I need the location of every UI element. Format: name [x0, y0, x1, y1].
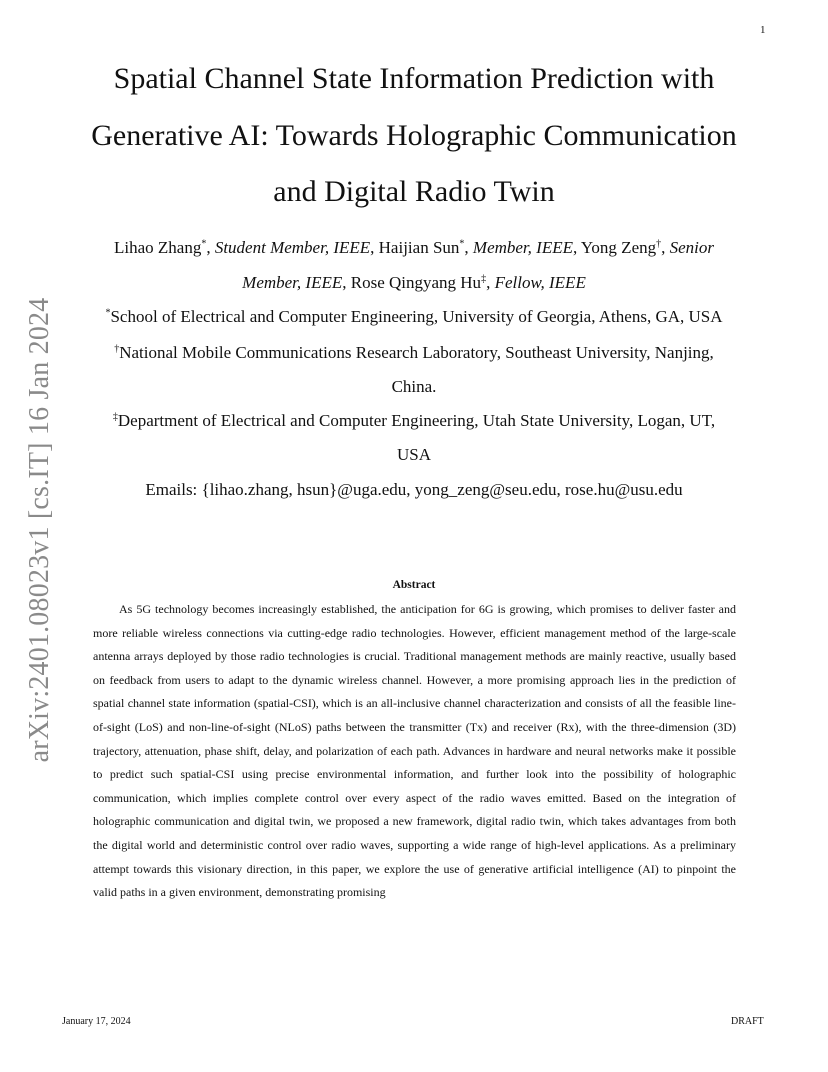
- affiliation-mark: ‡: [112, 411, 118, 423]
- affiliation-mark: ‡: [481, 273, 487, 285]
- affiliation-1: [60, 307, 768, 327]
- footer-date: January 17, 2024: [62, 1016, 131, 1027]
- author-name: Lihao Zhang: [113, 238, 202, 257]
- affiliation-3: [60, 411, 768, 431]
- affiliation-3-continued: USA: [396, 445, 431, 464]
- author-name: Rose Qingyang Hu: [350, 273, 482, 292]
- affiliation-text: School of Electrical and Computer Engineering, University of Georgia, Athens, GA, USA: [110, 307, 723, 326]
- affiliation-mark: †: [114, 343, 120, 355]
- author-line-1: Lihao Zhang*, Student Member, IEEE, Haijian Sun*, Member, IEEE, Yong Zeng†, Senior: [113, 238, 715, 257]
- abstract-heading: Abstract: [392, 579, 436, 591]
- author-name: Haijian Sun: [378, 238, 460, 257]
- author-line-2: Member, IEEE, Rose Qingyang Hu‡, Fellow, IEEE: [242, 273, 586, 292]
- affiliation-text: Department of Electrical and Computer Engineering, Utah State University, Logan, UT,: [117, 411, 716, 430]
- title-line-2: Generative AI: Towards Holographic Communication: [91, 119, 737, 152]
- author-role: Member, IEEE: [242, 273, 343, 292]
- author-role: Student Member, IEEE: [214, 238, 371, 257]
- arxiv-identifier-stamp: arXiv:2401.08023v1 [cs.IT] 16 Jan 2024: [24, 297, 55, 763]
- author-role: Senior: [669, 238, 715, 257]
- author-role: Fellow, IEEE: [494, 273, 586, 292]
- page-number: 1: [760, 24, 766, 36]
- author-role: Member, IEEE: [472, 238, 573, 257]
- affiliation-2-continued: China.: [391, 377, 437, 396]
- title-line-1: Spatial Channel State Information Prediction with: [113, 62, 715, 95]
- author-name: Yong Zeng: [580, 238, 657, 257]
- title-line-3: and Digital Radio Twin: [273, 175, 555, 208]
- author-emails: Emails: {lihao.zhang, hsun}@uga.edu, yong_zeng@seu.edu, rose.hu@usu.edu: [145, 480, 683, 499]
- affiliation-mark: *: [459, 238, 465, 250]
- affiliation-2: [60, 343, 768, 363]
- affiliation-mark: *: [201, 238, 207, 250]
- footer-draft-label: DRAFT: [731, 1016, 764, 1027]
- affiliation-mark: *: [105, 307, 111, 319]
- abstract-body: As 5G technology becomes increasingly established, the anticipation for 6G is growing, which promises to deliver faster and more reliable wireless connections via cutting-edge radio technologies. However, efficient management method of the large-scale antenna arrays deployed by those radio technologies is crucial. Traditional management methods are mainly reactive, usually based on feedback from users to adapt to the dynamic wireless channel. However, a more promising approach lies in the prediction of spatial channel state information (spatial-CSI), which is an all-inclusive channel characterization and consists of all the feasible line-of-sight (LoS) and non-line-of-sight (NLoS) paths between the transmitter (Tx) and receiver (Rx), with the three-dimension (3D) trajectory, attenuation, phase shift, delay, and polarization of each path. Advances in hardware and neural networks make it possible to predict such spatial-CSI using precise environmental information, and further look into the possibility of holographic communication, which implies complete control over every aspect of the radio waves emitted. Based on the integration of holographic communication and digital twin, we proposed a new framework, digital radio twin, which takes advantages from both the digital world and deterministic control over radio waves, supporting a wide range of high-level applications. As a preliminary attempt towards this visionary direction, in this paper, we explore the use of generative artificial intelligence (AI) to pinpoint the valid paths in a given environment, demonstrating promising: [93, 602, 736, 900]
- affiliation-mark: †: [656, 238, 662, 250]
- affiliation-text: National Mobile Communications Research Laboratory, Southeast University, Nanjing,: [119, 343, 714, 362]
